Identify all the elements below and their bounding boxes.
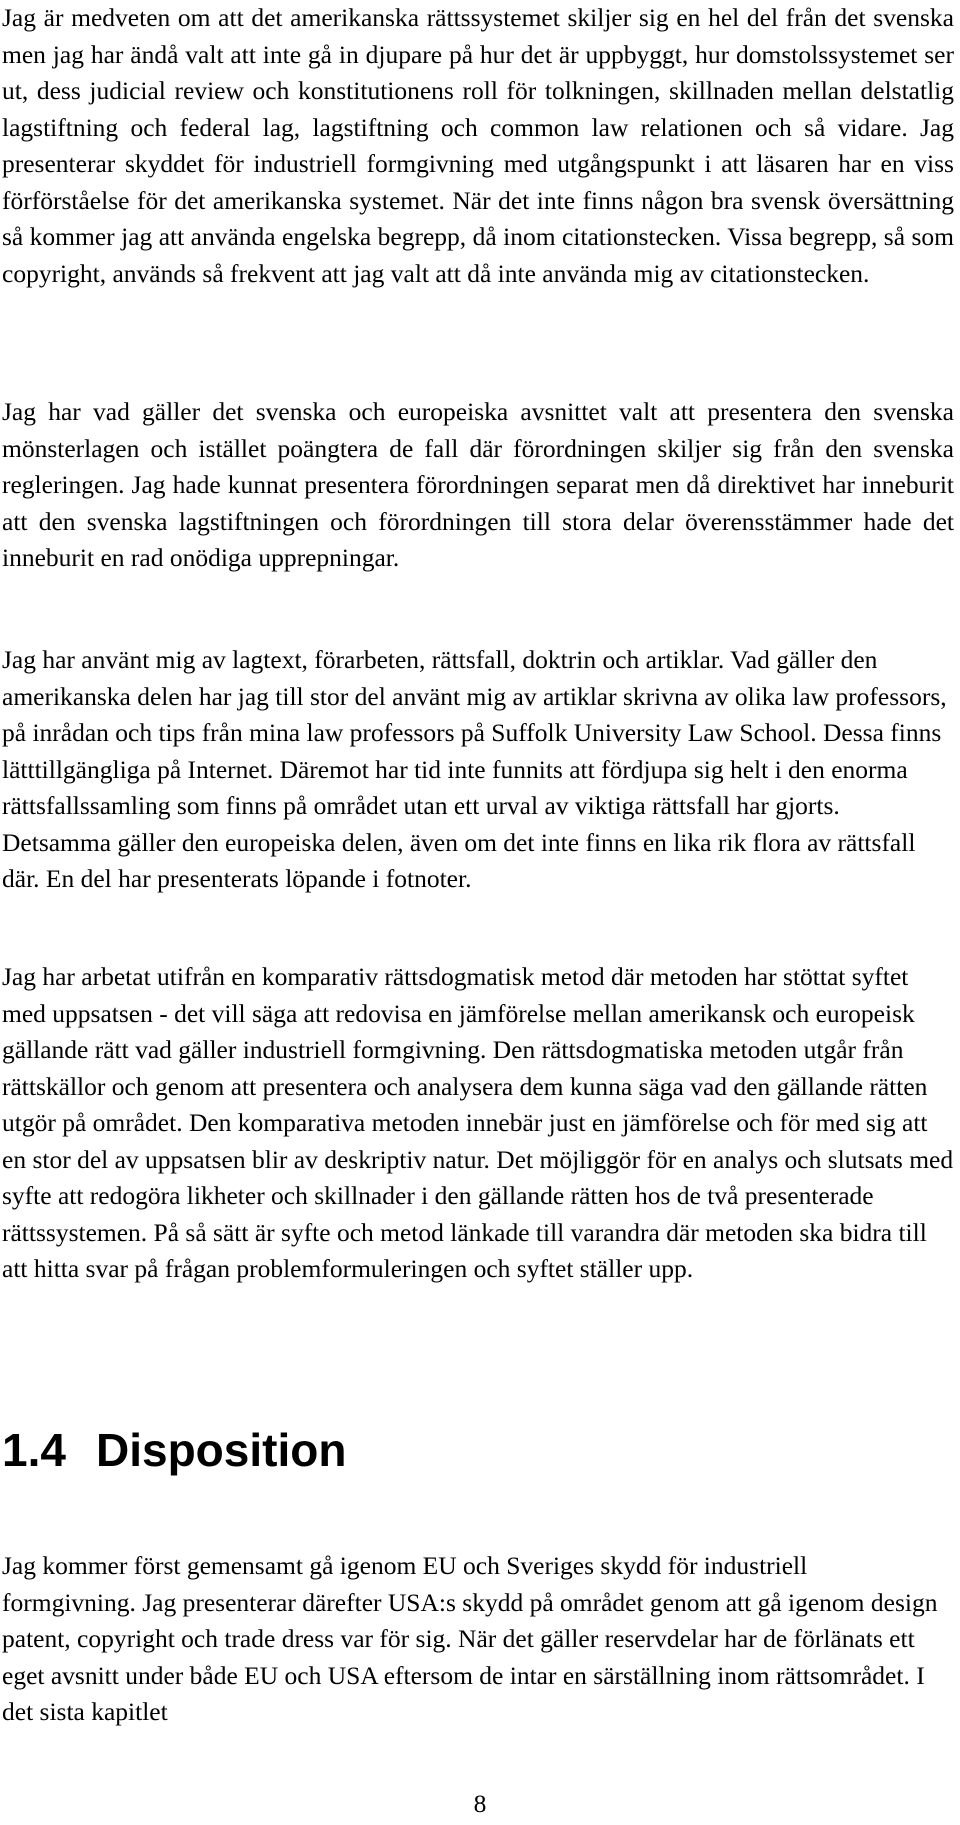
section-number: 1.4 (2, 1424, 66, 1476)
paragraph-european-section-approach: Jag har vad gäller det svenska och europeiska avsnittet valt att presentera den svenska mönsterlagen och istället poängtera de fall där förordningen skiljer sig från den svenska regleringen. Jag hade kunnat presentera förordningen separat men då direktivet har inneburit att den svenska lagstiftningen och förordningen till stora delar överensstämmer hade det inneburit en rad onödiga upprepningar. (2, 397, 954, 572)
page-number: 8 (473, 1789, 487, 1818)
paragraph-legal-system-note: Jag är medveten om att det amerikanska rättssystemet skiljer sig en hel del från det svenska men jag har ändå valt att inte gå in djupare på hur det är uppbyggt, hur domstolssystemet ser ut, dess judicial review och konstitutionens roll för tolkningen, skillnaden mellan delstatlig lagstiftning och federal lag, lagstiftning och common law relationen och så vidare. Jag presenterar skyddet för industriell formgivning med utgångspunkt i att läsaren har en viss förförståelse för det amerikanska systemet. När det inte finns någon bra svensk översättning så kommer jag att använda engelska begrepp, då inom citationstecken. Vissa begrepp, så som copyright, används så frekvent att jag valt att då inte använda mig av citationstecken. (2, 3, 954, 288)
paragraph-sources: Jag har använt mig av lagtext, förarbeten, rättsfall, doktrin och artiklar. Vad gäller den amerikanska delen har jag till stor del använt mig av artiklar skrivna av olika law professors, på inrådan och tips från mina law professors på Suffolk University Law School. Dessa finns lätttillgängliga på Internet. Däremot har tid inte funnits att fördjupa sig helt i den enorma rättsfallssamling som finns på området utan ett urval av viktiga rättsfall har gjorts. Detsamma gäller den europeiska delen, även om det inte finns en lika rik flora av rättsfall där. En del har presenterats löpande i fotnoter. (2, 645, 947, 893)
section-heading (2, 1422, 346, 1478)
paragraph-disposition: Jag kommer först gemensamt gå igenom EU och Sveriges skydd för industriell formgivning. Jag presenterar därefter USA:s skydd på området genom att gå igenom design patent, copyright och trade dress var för sig. När det gäller reservdelar har de förlänats ett eget avsnitt under både EU och USA eftersom de intar en särställning inom rättsområdet. I det sista kapitlet (2, 1551, 938, 1726)
section-title: Disposition (96, 1424, 347, 1476)
paragraph-method: Jag har arbetat utifrån en komparativ rättsdogmatisk metod där metoden har stöttat syftet med uppsatsen - det vill säga att redovisa en jämförelse mellan amerikansk och europeisk gällande rätt vad gäller industriell formgivning. Den rättsdogmatiska metoden utgår från rättskällor och genom att presentera och analysera dem kunna säga vad den gällande rätten utgör på området. Den komparativa metoden innebär just en jämförelse och för med sig att en stor del av uppsatsen blir av deskriptiv natur. Det möjliggör för en analys och slutsats med syfte att redogöra likheter och skillnader i den gällande rätten hos de två presenterade rättssystemen. På så sätt är syfte och metod länkade till varandra där metoden ska bidra till att hitta svar på frågan problemformuleringen och syftet ställer upp. (2, 962, 954, 1283)
